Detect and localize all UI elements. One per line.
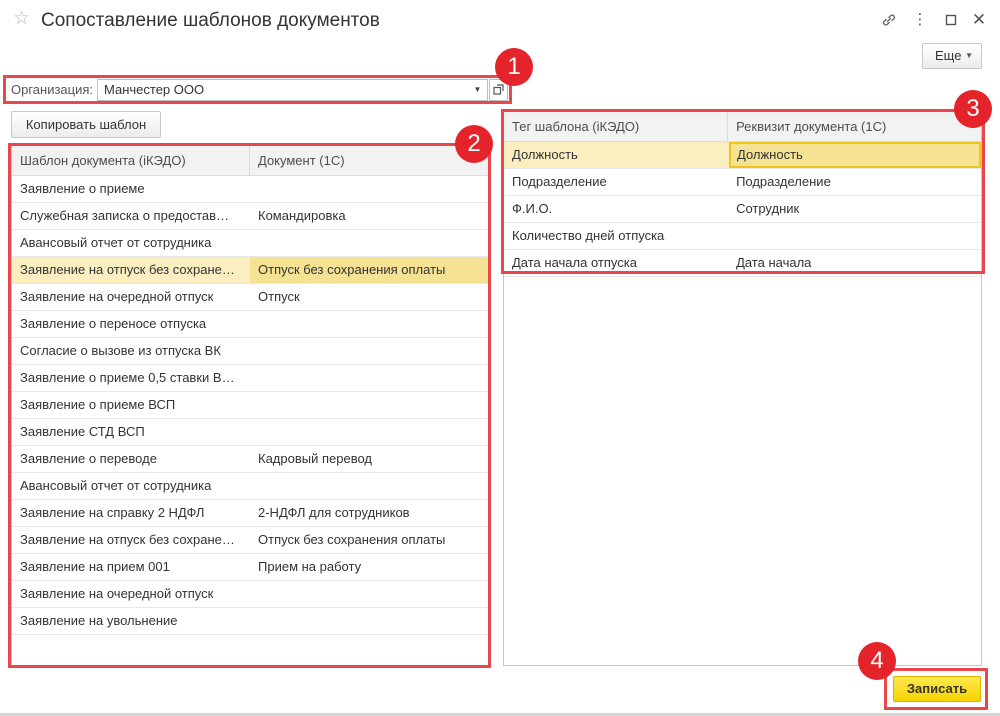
tags-table-header <box>504 112 981 142</box>
callout-badge-3: 3 <box>954 90 992 128</box>
star-icon[interactable]: ☆ <box>13 8 31 29</box>
callout-badge-1: 1 <box>495 48 533 86</box>
table-row[interactable] <box>12 284 488 311</box>
title-bar <box>0 0 1000 40</box>
template-cell: Заявление на очередной отпуск <box>20 586 214 601</box>
document-cell: Отпуск <box>258 289 300 304</box>
table-row[interactable] <box>504 250 981 277</box>
table-row[interactable] <box>12 554 488 581</box>
document-cell <box>250 608 488 634</box>
callout-badge-2: 2 <box>455 125 493 163</box>
template-cell: Заявление на увольнение <box>20 613 178 628</box>
template-cell: Заявление на справку 2 НДФЛ <box>20 505 205 520</box>
tag-cell: Ф.И.О. <box>512 201 553 216</box>
chevron-down-icon: ▼ <box>473 85 482 94</box>
document-cell <box>250 473 488 499</box>
table-row[interactable] <box>504 169 981 196</box>
document-cell <box>250 338 488 364</box>
table-row[interactable] <box>12 581 488 608</box>
document-cell: Отпуск без сохранения оплаты <box>250 257 488 283</box>
table-row[interactable] <box>12 527 488 554</box>
column-header-template[interactable]: Шаблон документа (iКЭДО) <box>12 146 250 175</box>
table-row[interactable] <box>12 365 488 392</box>
requisite-cell[interactable]: Должность <box>729 142 981 168</box>
templates-table <box>11 145 489 666</box>
table-row[interactable] <box>12 311 488 338</box>
table-row[interactable] <box>12 338 488 365</box>
table-row[interactable] <box>12 419 488 446</box>
template-cell: Служебная записка о предостав… <box>20 208 230 223</box>
table-row[interactable] <box>12 230 488 257</box>
table-row[interactable] <box>504 196 981 223</box>
requisite-cell: Подразделение <box>736 174 831 189</box>
menu-dots-icon[interactable]: ⋮ <box>912 11 928 28</box>
tag-cell: Подразделение <box>512 174 607 189</box>
document-cell: Отпуск без сохранения оплаты <box>258 532 446 547</box>
table-row-selected[interactable] <box>504 142 981 169</box>
more-button[interactable] <box>922 43 982 69</box>
requisite-cell: Сотрудник <box>736 201 800 216</box>
document-cell <box>250 419 488 445</box>
document-cell <box>250 392 488 418</box>
table-row[interactable] <box>12 500 488 527</box>
tag-cell: Должность <box>512 147 578 162</box>
requisite-cell: Дата начала <box>736 255 812 270</box>
organization-label: Организация: <box>11 82 94 97</box>
document-cell: Кадровый перевод <box>258 451 372 466</box>
template-cell: Заявление СТД ВСП <box>20 424 145 439</box>
tags-table <box>503 111 982 666</box>
table-row[interactable] <box>12 608 488 635</box>
table-row[interactable] <box>12 203 488 230</box>
more-button-label: Еще <box>935 48 962 63</box>
callout-badge-4: 4 <box>858 642 896 680</box>
page-title: Сопоставление шаблонов документов <box>41 10 380 31</box>
column-header-requisite[interactable]: Реквизит документа (1С) <box>736 119 887 134</box>
tag-cell: Количество дней отпуска <box>512 228 665 243</box>
copy-template-button[interactable]: Копировать шаблон <box>11 111 161 138</box>
template-cell: Заявление на отпуск без сохране… <box>20 532 235 547</box>
table-row[interactable] <box>12 446 488 473</box>
chevron-down-icon: ▼ <box>965 51 973 60</box>
tags-table-body <box>504 142 981 277</box>
document-cell <box>250 311 488 337</box>
table-row[interactable] <box>12 176 488 203</box>
save-button[interactable]: Записать <box>893 676 981 702</box>
template-cell: Заявление о приеме <box>20 181 145 196</box>
template-cell: Заявление на отпуск без сохране… <box>20 262 235 277</box>
template-cell: Согласие о вызове из отпуска ВК <box>20 343 221 358</box>
maximize-icon[interactable] <box>942 10 960 30</box>
table-row[interactable] <box>504 223 981 250</box>
document-cell: 2-НДФЛ для сотрудников <box>258 505 410 520</box>
template-cell: Заявление на прием 001 <box>20 559 170 574</box>
open-icon <box>493 84 504 95</box>
template-cell: Заявление о приеме 0,5 ставки В… <box>20 370 235 385</box>
document-cell: Прием на работу <box>258 559 362 574</box>
column-header-document[interactable]: Документ (1С) <box>258 153 345 168</box>
template-cell: Заявление о переносе отпуска <box>20 316 207 331</box>
templates-table-body <box>12 176 488 635</box>
organization-dropdown-button[interactable] <box>468 79 488 101</box>
tag-cell: Дата начала отпуска <box>512 255 637 270</box>
requisite-cell <box>728 223 981 249</box>
table-row-selected[interactable] <box>12 257 488 284</box>
templates-table-header <box>12 146 488 176</box>
document-cell <box>250 581 488 607</box>
column-header-tag[interactable]: Тег шаблона (iКЭДО) <box>504 112 728 141</box>
close-icon[interactable]: ✕ <box>971 10 987 29</box>
document-cell <box>250 176 488 202</box>
template-cell: Заявление на очередной отпуск <box>20 289 214 304</box>
template-cell: Авансовый отчет от сотрудника <box>20 478 212 493</box>
organization-field[interactable]: Манчестер ООО <box>97 79 470 101</box>
template-cell: Заявление о переводе <box>20 451 157 466</box>
template-cell: Авансовый отчет от сотрудника <box>20 235 212 250</box>
document-cell: Командировка <box>258 208 346 223</box>
document-cell <box>250 365 488 391</box>
table-row[interactable] <box>12 473 488 500</box>
link-icon[interactable] <box>880 10 898 30</box>
template-cell: Заявление о приеме ВСП <box>20 397 176 412</box>
table-row[interactable] <box>12 392 488 419</box>
document-cell <box>250 230 488 256</box>
